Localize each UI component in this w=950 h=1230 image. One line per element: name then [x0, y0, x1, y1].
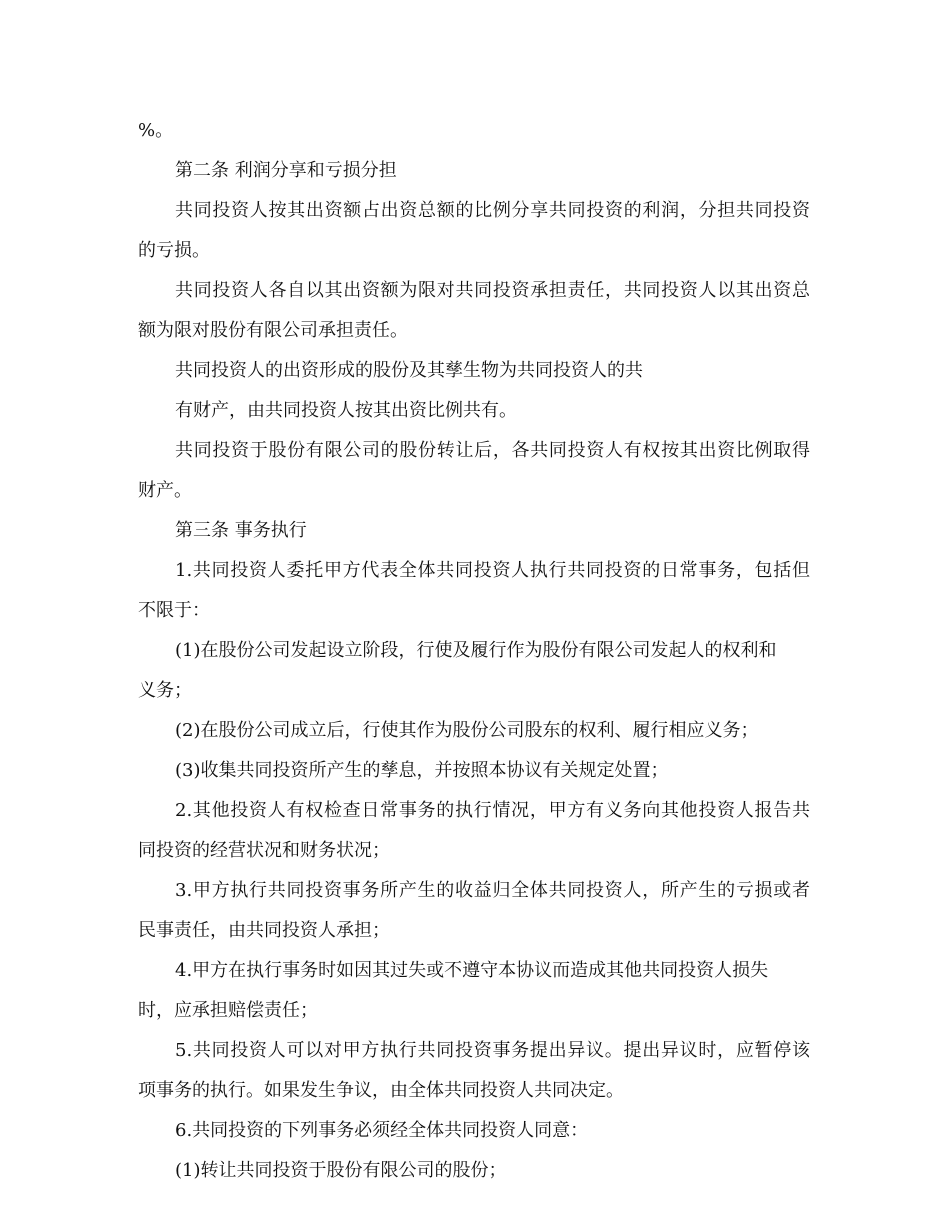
text-line: (3)收集共同投资所产生的孳息，并按照本协议有关规定处置； — [175, 760, 669, 781]
text-line: 共同投资人各自以其出资额为限对共同投资承担责任，共同投资人以其出资总 — [175, 280, 810, 301]
text-line: 民事责任，由共同投资人承担； — [138, 920, 390, 941]
text-line: 共同投资人的出资形成的股份及其孳生物为共同投资人的共 — [175, 360, 643, 381]
text-line: 4.甲方在执行事务时如因其过失或不遵守本协议而造成其他共同投资人损失 — [175, 960, 769, 981]
text-line: (2)在股份公司成立后，行使其作为股份公司股东的权利、履行相应义务； — [175, 720, 759, 741]
text-line: 时，应承担赔偿责任； — [138, 1000, 318, 1021]
text-line: 有财产，由共同投资人按其出资比例共有。 — [175, 400, 517, 421]
text-line: 财产。 — [138, 480, 192, 501]
text-line: 3.甲方执行共同投资事务所产生的收益归全体共同投资人，所产生的亏损或者 — [175, 880, 810, 901]
text-line: 共同投资于股份有限公司的股份转让后，各共同投资人有权按其出资比例取得 — [175, 440, 810, 461]
text-line: 2.其他投资人有权检查日常事务的执行情况，甲方有义务向其他投资人报告共 — [175, 800, 810, 821]
text-line: 6.共同投资的下列事务必须经全体共同投资人同意： — [175, 1120, 589, 1141]
text-line: 额为限对股份有限公司承担责任。 — [138, 320, 408, 341]
text-line: (1)转让共同投资于股份有限公司的股份； — [175, 1160, 507, 1181]
text-line: 共同投资人按其出资额占出资总额的比例分享共同投资的利润，分担共同投资 — [175, 200, 810, 221]
text-line: 5.共同投资人可以对甲方执行共同投资事务提出异议。提出异议时，应暂停该 — [175, 1040, 810, 1061]
text-line: %。 — [138, 120, 174, 141]
text-line: 不限于： — [138, 600, 210, 621]
text-line: 第三条 事务执行 — [175, 520, 307, 541]
text-line: 第二条 利润分享和亏损分担 — [175, 160, 397, 181]
text-line: 的亏损。 — [138, 240, 210, 261]
text-line: 项事务的执行。如果发生争议，由全体共同投资人共同决定。 — [138, 1080, 624, 1101]
text-line: 义务； — [138, 680, 192, 701]
text-line: 1.共同投资人委托甲方代表全体共同投资人执行共同投资的日常事务，包括但 — [175, 560, 810, 581]
text-line: (1)在股份公司发起设立阶段，行使及履行作为股份有限公司发起人的权利和 — [175, 640, 777, 661]
document-body — [138, 116, 810, 1196]
text-line: 同投资的经营状况和财务状况； — [138, 840, 390, 861]
